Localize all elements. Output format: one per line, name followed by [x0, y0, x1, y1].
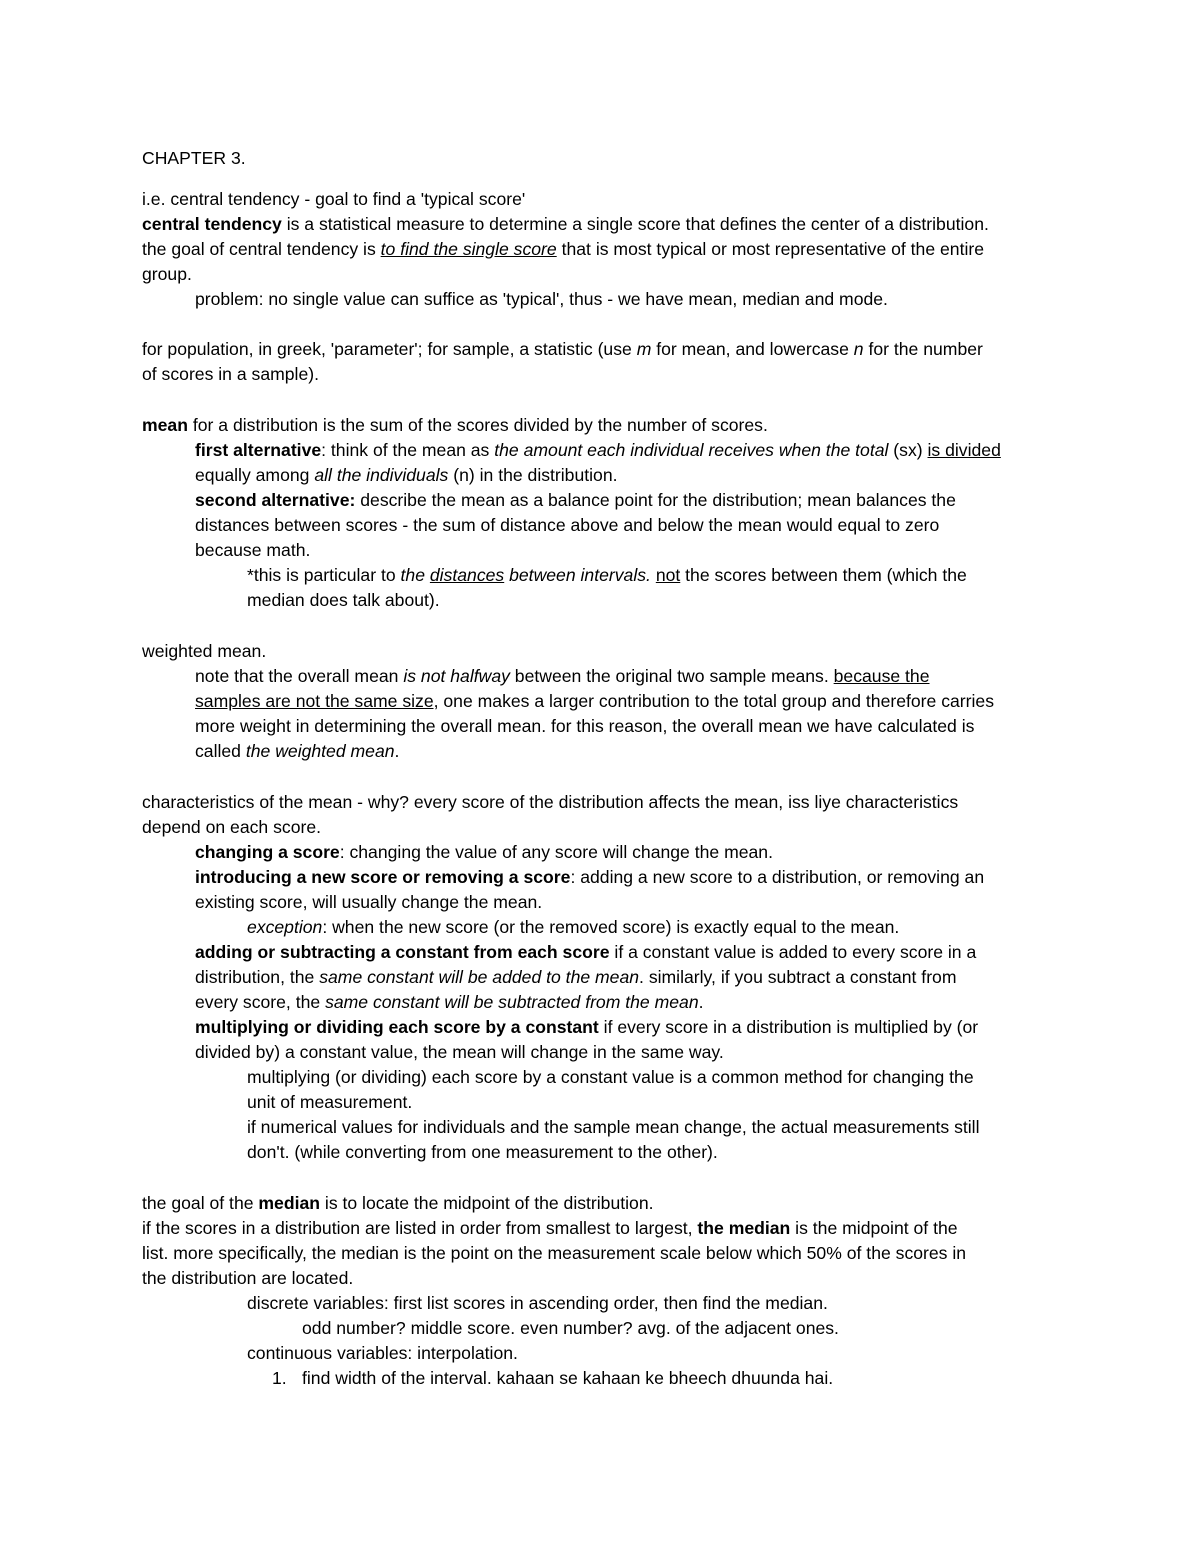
- char-exception: exception: when the new score (or the removed score) is exactly equal to the mean.: [247, 917, 900, 937]
- weighted-mean-text-4: called the weighted mean.: [195, 741, 400, 761]
- mean-definition: mean for a distribution is the sum of the scores divided by the number of scores.: [142, 415, 768, 435]
- char-adding-constant-2: distribution, the same constant will be added to the mean. similarly, if you subtract a constant from: [195, 967, 957, 987]
- ct-definition: central tendency is a statistical measure to determine a single score that defines the center of a distribution.: [142, 214, 989, 234]
- median-discrete: discrete variables: first list scores in ascending order, then find the median.: [247, 1293, 828, 1313]
- mean-second-alternative-cont2: because math.: [195, 540, 311, 560]
- ct-goal: the goal of central tendency is to find the single score that is most typical or most representative of the entire: [142, 239, 985, 259]
- char-multiplying-constant: multiplying or dividing each score by a constant if every score in a distribution is multiplied by (or: [195, 1017, 979, 1037]
- ct-goal-cont: group.: [142, 264, 192, 284]
- char-multiplying-constant-2: divided by) a constant value, the mean will change in the same way.: [195, 1042, 724, 1062]
- char-adding-constant-3: every score, the same constant will be subtracted from the mean.: [195, 992, 704, 1012]
- median-goal: the goal of the median is to locate the midpoint of the distribution.: [142, 1193, 654, 1213]
- median-step-number: 1.: [272, 1368, 287, 1388]
- median-definition-3: the distribution are located.: [142, 1268, 354, 1288]
- weighted-mean-text-3: more weight in determining the overall mean. for this reason, the overall mean we have calculated is: [195, 716, 975, 736]
- median-continuous: continuous variables: interpolation.: [247, 1343, 518, 1363]
- weighted-mean-text: note that the overall mean is not halfway between the original two sample means. because the: [195, 666, 930, 686]
- mean-first-alternative: first alternative: think of the mean as the amount each individual receives when the total (sx) is divided: [195, 440, 1001, 460]
- mean-second-alternative-cont: distances between scores - the sum of distance above and below the mean would equal to zero: [195, 515, 940, 535]
- char-introducing-score-cont: existing score, will usually change the mean.: [195, 892, 543, 912]
- weighted-mean-title: weighted mean.: [142, 641, 267, 661]
- characteristics-intro: characteristics of the mean - why? every score of the distribution affects the mean, iss liye characteristics: [142, 792, 959, 812]
- weighted-mean-text-2: samples are not the same size, one makes a larger contribution to the total group and therefore carries: [195, 691, 995, 711]
- ct-intro: i.e. central tendency - goal to find a 'typical score': [142, 189, 526, 209]
- char-introducing-score: introducing a new score or removing a score: adding a new score to a distribution, or removing an: [195, 867, 985, 887]
- mean-note-cont: median does talk about).: [247, 590, 440, 610]
- mean-note: *this is particular to the distances between intervals. not the scores between them (which the: [247, 565, 967, 585]
- char-multiplying-note-3: if numerical values for individuals and the sample mean change, the actual measurements still: [247, 1117, 980, 1137]
- population-note-cont: of scores in a sample).: [142, 364, 319, 384]
- median-definition: if the scores in a distribution are listed in order from smallest to largest, the median is the midpoint of the: [142, 1218, 958, 1238]
- mean-second-alternative: second alternative: describe the mean as a balance point for the distribution; mean balances the: [195, 490, 956, 510]
- ct-problem: problem: no single value can suffice as 'typical', thus - we have mean, median and mode.: [195, 289, 888, 309]
- characteristics-intro-cont: depend on each score.: [142, 817, 322, 837]
- char-multiplying-note-4: don't. (while converting from one measurement to the other).: [247, 1142, 718, 1162]
- char-changing-score: changing a score: changing the value of any score will change the mean.: [195, 842, 773, 862]
- population-note: for population, in greek, 'parameter'; for sample, a statistic (use m for mean, and lowercase n for the number: [142, 339, 983, 359]
- char-multiplying-note-2: unit of measurement.: [247, 1092, 413, 1112]
- mean-first-alternative-cont: equally among all the individuals (n) in the distribution.: [195, 465, 618, 485]
- char-adding-constant: adding or subtracting a constant from each score if a constant value is added to every score in a: [195, 942, 977, 962]
- chapter-title: CHAPTER 3.: [142, 148, 246, 168]
- median-definition-2: list. more specifically, the median is the point on the measurement scale below which 50% of the scores in: [142, 1243, 967, 1263]
- median-odd-even: odd number? middle score. even number? avg. of the adjacent ones.: [302, 1318, 839, 1338]
- char-multiplying-note: multiplying (or dividing) each score by a constant value is a common method for changing the: [247, 1067, 974, 1087]
- median-step-1: find width of the interval. kahaan se kahaan ke bheech dhuunda hai.: [302, 1368, 834, 1388]
